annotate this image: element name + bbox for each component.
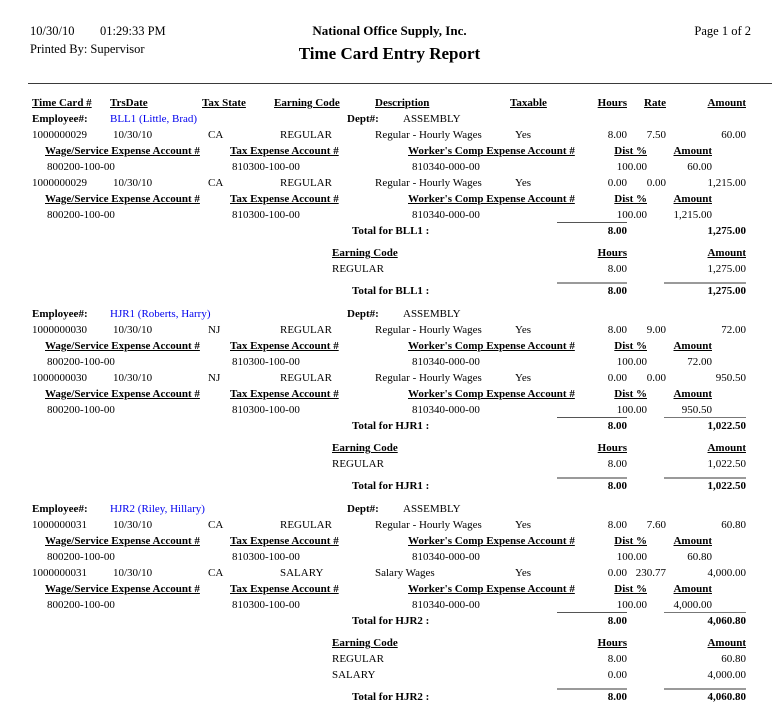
col-earning-code-summary: Earning Code xyxy=(332,442,398,454)
time-card-number: 1000000030 xyxy=(32,372,87,384)
printed-by: Printed By: Supervisor xyxy=(30,42,145,56)
rate: 0.00 xyxy=(646,177,666,189)
earning-code: REGULAR xyxy=(332,263,384,275)
rate: 230.77 xyxy=(635,567,666,579)
dist-pct: 100.00 xyxy=(616,551,647,563)
earning-summary-header xyxy=(0,636,779,652)
col-dist-pct: Dist % xyxy=(614,340,647,352)
employee-total-label: Total for BLL1 : xyxy=(352,285,430,297)
total-hours-rule xyxy=(557,417,627,418)
total-hours-rule xyxy=(557,222,627,223)
description: Regular - Hourly Wages xyxy=(375,177,482,189)
rate: 9.00 xyxy=(646,324,666,336)
total-amount: 1,275.00 xyxy=(707,225,746,237)
taxable: Yes xyxy=(515,567,532,579)
comp-expense-account: 810340-000-00 xyxy=(412,161,480,173)
earning-hours: 0.00 xyxy=(607,669,627,681)
col-dist-pct: Dist % xyxy=(614,193,647,205)
expense-header-row xyxy=(0,387,779,403)
rate: 0.00 xyxy=(646,372,666,384)
col-trsdate: TrsDate xyxy=(110,97,148,109)
timecard-row xyxy=(0,176,779,192)
dept-value: ASSEMBLY xyxy=(403,503,461,515)
hours: 0.00 xyxy=(607,567,627,579)
earning-summary-row xyxy=(0,668,779,684)
earning-code: REGULAR xyxy=(280,372,332,384)
col-dist-pct: Dist % xyxy=(614,583,647,595)
earning-hours: 8.00 xyxy=(607,458,627,470)
earning-summary-row xyxy=(0,652,779,668)
time-card-number: 1000000029 xyxy=(32,177,87,189)
employee-final-total-row xyxy=(0,284,779,300)
page-title: Time Card Entry Report xyxy=(298,44,481,63)
expense-value-row xyxy=(0,355,779,371)
col-taxable: Taxable xyxy=(510,97,547,109)
tax-state: CA xyxy=(208,129,224,141)
dist-pct: 100.00 xyxy=(616,209,647,221)
col-tax-expense: Tax Expense Account # xyxy=(230,340,339,352)
description: Regular - Hourly Wages xyxy=(375,372,482,384)
tax-expense-account: 810300-100-00 xyxy=(232,404,300,416)
col-amount-summary: Amount xyxy=(707,637,746,649)
employee-total-row xyxy=(0,614,779,630)
amount: 60.00 xyxy=(721,129,746,141)
timecard-row xyxy=(0,371,779,387)
hours: 8.00 xyxy=(607,324,627,336)
taxable: Yes xyxy=(515,519,532,531)
col-expense-amount: Amount xyxy=(673,145,712,157)
page-number: Page 1 of 2 xyxy=(694,24,751,38)
col-hours-summary: Hours xyxy=(597,247,627,259)
hours: 8.00 xyxy=(607,519,627,531)
col-comp-expense: Worker's Comp Expense Account # xyxy=(408,388,575,400)
amount: 60.80 xyxy=(721,519,746,531)
col-rate: Rate xyxy=(644,97,666,109)
expense-header-row xyxy=(0,192,779,208)
time-card-number: 1000000030 xyxy=(32,324,87,336)
report-date: 10/30/10 xyxy=(30,24,75,38)
earning-amount: 1,275.00 xyxy=(707,263,746,275)
total-amount-rule xyxy=(664,282,746,284)
total-hours: 8.00 xyxy=(607,615,627,627)
total-hours: 8.00 xyxy=(607,480,627,492)
expense-value-row xyxy=(0,550,779,566)
trs-date: 10/30/10 xyxy=(113,372,153,384)
wage-expense-account: 800200-100-00 xyxy=(47,599,115,611)
time-card-number: 1000000031 xyxy=(32,519,87,531)
earning-code: REGULAR xyxy=(280,177,332,189)
hours: 0.00 xyxy=(607,177,627,189)
total-hours: 8.00 xyxy=(607,285,627,297)
col-amount-summary: Amount xyxy=(707,442,746,454)
description: Salary Wages xyxy=(375,567,435,579)
col-wage-expense: Wage/Service Expense Account # xyxy=(45,145,200,157)
employee-total-label: Total for HJR1 : xyxy=(352,420,430,432)
amount: 4,000.00 xyxy=(707,567,746,579)
col-wage-expense: Wage/Service Expense Account # xyxy=(45,340,200,352)
employee-total-label: Total for HJR1 : xyxy=(352,480,430,492)
col-earning-code: Earning Code xyxy=(274,97,340,109)
tax-state: CA xyxy=(208,177,224,189)
timecard-row xyxy=(0,518,779,534)
dept-value: ASSEMBLY xyxy=(403,308,461,320)
trs-date: 10/30/10 xyxy=(113,129,153,141)
col-wage-expense: Wage/Service Expense Account # xyxy=(45,583,200,595)
dept-label: Dept#: xyxy=(347,503,379,515)
earning-code: REGULAR xyxy=(280,129,332,141)
col-expense-amount: Amount xyxy=(673,193,712,205)
employee-final-total-row xyxy=(0,690,779,706)
report-time: 01:29:33 PM xyxy=(100,24,166,38)
earning-summary-header xyxy=(0,441,779,457)
column-header-row xyxy=(0,96,779,112)
wage-expense-account: 800200-100-00 xyxy=(47,551,115,563)
tax-expense-account: 810300-100-00 xyxy=(232,551,300,563)
col-dist-pct: Dist % xyxy=(614,388,647,400)
col-tax-expense: Tax Expense Account # xyxy=(230,388,339,400)
expense-amount: 72.00 xyxy=(687,356,712,368)
col-wage-expense: Wage/Service Expense Account # xyxy=(45,388,200,400)
col-amount-summary: Amount xyxy=(707,247,746,259)
taxable: Yes xyxy=(515,177,532,189)
col-expense-amount: Amount xyxy=(673,583,712,595)
expense-amount: 60.00 xyxy=(687,161,712,173)
expense-header-row xyxy=(0,534,779,550)
col-hours-summary: Hours xyxy=(597,637,627,649)
col-dist-pct: Dist % xyxy=(614,145,647,157)
tax-state: NJ xyxy=(208,372,221,384)
col-wage-expense: Wage/Service Expense Account # xyxy=(45,193,200,205)
col-comp-expense: Worker's Comp Expense Account # xyxy=(408,340,575,352)
trs-date: 10/30/10 xyxy=(113,177,153,189)
earning-hours: 8.00 xyxy=(607,653,627,665)
employee-header-row xyxy=(0,112,779,128)
amount: 1,215.00 xyxy=(707,177,746,189)
col-tax-expense: Tax Expense Account # xyxy=(230,583,339,595)
col-comp-expense: Worker's Comp Expense Account # xyxy=(408,583,575,595)
hours: 0.00 xyxy=(607,372,627,384)
comp-expense-account: 810340-000-00 xyxy=(412,551,480,563)
col-comp-expense: Worker's Comp Expense Account # xyxy=(408,535,575,547)
col-amount: Amount xyxy=(707,97,746,109)
taxable: Yes xyxy=(515,324,532,336)
dept-label: Dept#: xyxy=(347,113,379,125)
tax-state: NJ xyxy=(208,324,221,336)
col-tax-expense: Tax Expense Account # xyxy=(230,145,339,157)
total-hours-rule xyxy=(557,477,627,479)
employee-label: Employee#: xyxy=(32,503,88,515)
total-hours: 8.00 xyxy=(607,420,627,432)
dist-pct: 100.00 xyxy=(616,161,647,173)
total-amount-rule xyxy=(664,477,746,479)
employee-total-label: Total for HJR2 : xyxy=(352,615,430,627)
dist-pct: 100.00 xyxy=(616,599,647,611)
col-earning-code-summary: Earning Code xyxy=(332,637,398,649)
expense-value-row xyxy=(0,160,779,176)
hours: 8.00 xyxy=(607,129,627,141)
trs-date: 10/30/10 xyxy=(113,324,153,336)
earning-code: REGULAR xyxy=(280,519,332,531)
comp-expense-account: 810340-000-00 xyxy=(412,209,480,221)
taxable: Yes xyxy=(515,129,532,141)
wage-expense-account: 800200-100-00 xyxy=(47,404,115,416)
tax-expense-account: 810300-100-00 xyxy=(232,599,300,611)
expense-amount: 4,000.00 xyxy=(673,599,712,611)
expense-amount: 1,215.00 xyxy=(673,209,712,221)
total-hours: 8.00 xyxy=(607,225,627,237)
employee-link[interactable]: HJR1 (Roberts, Harry) xyxy=(110,308,211,320)
col-tax-state: Tax State xyxy=(202,97,246,109)
col-hours-summary: Hours xyxy=(597,442,627,454)
dist-pct: 100.00 xyxy=(616,404,647,416)
col-hours: Hours xyxy=(597,97,627,109)
tax-state: CA xyxy=(208,519,224,531)
wage-expense-account: 800200-100-00 xyxy=(47,356,115,368)
amount: 72.00 xyxy=(721,324,746,336)
description: Regular - Hourly Wages xyxy=(375,324,482,336)
col-comp-expense: Worker's Comp Expense Account # xyxy=(408,193,575,205)
timecard-row xyxy=(0,323,779,339)
earning-amount: 1,022.50 xyxy=(707,458,746,470)
col-tax-expense: Tax Expense Account # xyxy=(230,535,339,547)
expense-header-row xyxy=(0,339,779,355)
total-amount: 1,022.50 xyxy=(707,420,746,432)
total-hours-rule xyxy=(557,688,627,690)
col-wage-expense: Wage/Service Expense Account # xyxy=(45,535,200,547)
expense-header-row xyxy=(0,582,779,598)
col-earning-code-summary: Earning Code xyxy=(332,247,398,259)
expense-amount: 60.80 xyxy=(687,551,712,563)
tax-state: CA xyxy=(208,567,224,579)
tax-expense-account: 810300-100-00 xyxy=(232,161,300,173)
comp-expense-account: 810340-000-00 xyxy=(412,404,480,416)
employee-label: Employee#: xyxy=(32,308,88,320)
col-description: Description xyxy=(375,97,430,109)
col-expense-amount: Amount xyxy=(673,535,712,547)
tax-expense-account: 810300-100-00 xyxy=(232,209,300,221)
expense-amount: 950.50 xyxy=(681,404,712,416)
total-amount-rule xyxy=(664,612,746,613)
trs-date: 10/30/10 xyxy=(113,567,153,579)
total-amount: 1,275.00 xyxy=(707,285,746,297)
earning-summary-row xyxy=(0,457,779,473)
col-expense-amount: Amount xyxy=(673,340,712,352)
dist-pct: 100.00 xyxy=(616,356,647,368)
employee-total-row xyxy=(0,419,779,435)
timecard-row xyxy=(0,128,779,144)
total-amount: 4,060.80 xyxy=(707,615,746,627)
wage-expense-account: 800200-100-00 xyxy=(47,209,115,221)
expense-value-row xyxy=(0,403,779,419)
employee-total-row xyxy=(0,224,779,240)
dept-value: ASSEMBLY xyxy=(403,113,461,125)
employee-total-label: Total for BLL1 : xyxy=(352,225,430,237)
time-card-number: 1000000029 xyxy=(32,129,87,141)
wage-expense-account: 800200-100-00 xyxy=(47,161,115,173)
expense-header-row xyxy=(0,144,779,160)
company-name: National Office Supply, Inc. xyxy=(312,23,467,38)
dept-label: Dept#: xyxy=(347,308,379,320)
earning-code: REGULAR xyxy=(280,324,332,336)
description: Regular - Hourly Wages xyxy=(375,519,482,531)
earning-amount: 4,000.00 xyxy=(707,669,746,681)
employee-link[interactable]: BLL1 (Little, Brad) xyxy=(110,113,198,125)
rate: 7.60 xyxy=(646,519,666,531)
expense-value-row xyxy=(0,208,779,224)
col-dist-pct: Dist % xyxy=(614,535,647,547)
expense-value-row xyxy=(0,598,779,614)
total-amount: 4,060.80 xyxy=(707,691,746,703)
comp-expense-account: 810340-000-00 xyxy=(412,599,480,611)
description: Regular - Hourly Wages xyxy=(375,129,482,141)
earning-code: REGULAR xyxy=(332,458,384,470)
employee-total-label: Total for HJR2 : xyxy=(352,691,430,703)
employee-header-row xyxy=(0,502,779,518)
earning-summary-header xyxy=(0,246,779,262)
employee-link[interactable]: HJR2 (Riley, Hillary) xyxy=(110,503,205,515)
earning-amount: 60.80 xyxy=(721,653,746,665)
col-expense-amount: Amount xyxy=(673,388,712,400)
total-hours: 8.00 xyxy=(607,691,627,703)
col-comp-expense: Worker's Comp Expense Account # xyxy=(408,145,575,157)
employee-final-total-row xyxy=(0,479,779,495)
report-body xyxy=(0,96,779,706)
taxable: Yes xyxy=(515,372,532,384)
employee-header-row xyxy=(0,307,779,323)
comp-expense-account: 810340-000-00 xyxy=(412,356,480,368)
header-divider xyxy=(28,83,772,84)
total-amount-rule xyxy=(664,417,746,418)
earning-code: SALARY xyxy=(280,567,324,579)
amount: 950.50 xyxy=(715,372,746,384)
earning-code: SALARY xyxy=(332,669,376,681)
earning-code: REGULAR xyxy=(332,653,384,665)
trs-date: 10/30/10 xyxy=(113,519,153,531)
employee-label: Employee#: xyxy=(32,113,88,125)
rate: 7.50 xyxy=(646,129,666,141)
time-card-number: 1000000031 xyxy=(32,567,87,579)
total-hours-rule xyxy=(557,612,627,613)
total-amount-rule xyxy=(664,688,746,690)
col-tax-expense: Tax Expense Account # xyxy=(230,193,339,205)
total-amount: 1,022.50 xyxy=(707,480,746,492)
total-hours-rule xyxy=(557,282,627,284)
timecard-row xyxy=(0,566,779,582)
earning-summary-row xyxy=(0,262,779,278)
earning-hours: 8.00 xyxy=(607,263,627,275)
col-time-card: Time Card # xyxy=(32,97,92,109)
tax-expense-account: 810300-100-00 xyxy=(232,356,300,368)
